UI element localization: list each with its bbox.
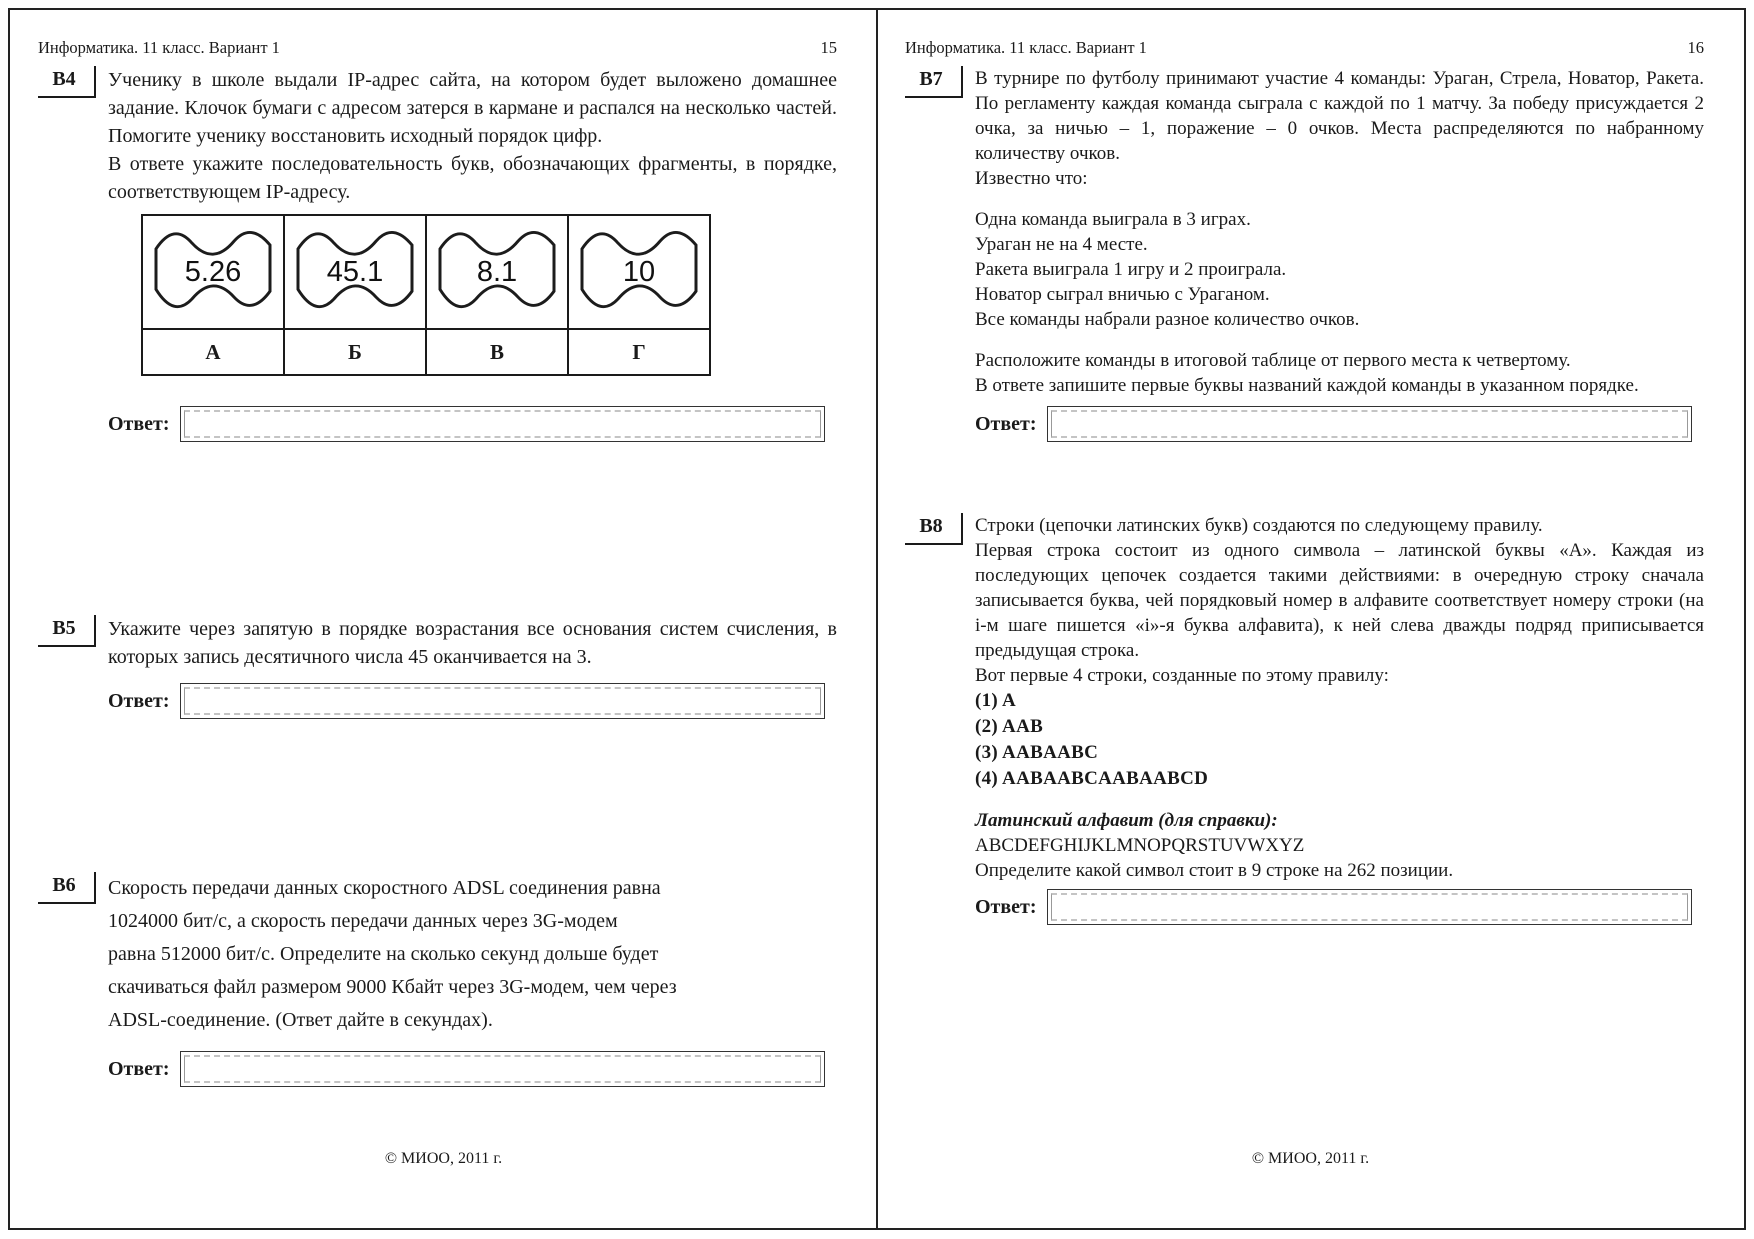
page-16 (877, 10, 1744, 1228)
fragment-cell-g (568, 215, 710, 329)
b4-answer-input[interactable] (180, 406, 825, 442)
b5-answer-value[interactable] (184, 687, 821, 715)
b4-paragraph-2: В ответе укажите последовательность букв, обозначающих фрагменты, в порядке, соответствующем IP-адресу. (108, 153, 837, 203)
b8-string-2: (2) AAB (975, 716, 1044, 737)
b7-known-intro: Известно что: (975, 168, 1088, 189)
b5-answer-label: Ответ: (108, 689, 170, 712)
b6-line-3: равна 512000 бит/с. Определите на сколько секунд дольше будет (108, 943, 659, 965)
page-15 (10, 10, 877, 1228)
fragment-value-b: 45.1 (326, 256, 384, 288)
b8-answer-input[interactable] (1047, 889, 1692, 925)
b8-answer-label: Ответ: (975, 895, 1037, 918)
question-b4 (38, 66, 837, 442)
question-b5 (38, 615, 837, 719)
question-label-gutter (38, 66, 108, 376)
b6-answer-label: Ответ: (108, 1057, 170, 1080)
fragment-letter-v: В (426, 329, 568, 375)
question-label-gutter (38, 615, 108, 671)
b4-answer-row (108, 406, 825, 442)
fragment-value-g: 10 (622, 256, 656, 288)
fragment-value-v: 8.1 (476, 256, 518, 288)
b8-answer-row (975, 889, 1692, 925)
b7-task-1: Расположите команды в итоговой таблице от первого места к четвертому. (975, 350, 1571, 371)
b7-task-2: В ответе запишите первые буквы названий каждой команды в указанном порядке. (975, 375, 1639, 396)
b6-line-5: ADSL-соединение. (Ответ дайте в секундах). (108, 1009, 493, 1031)
b8-string-4: (4) AABAABCAABAABCD (975, 768, 1209, 789)
b7-fact-3: Ракета выиграла 1 игру и 2 проиграла. (975, 259, 1287, 280)
b7-facts-list (975, 207, 1704, 332)
b4-answer-value[interactable] (184, 410, 821, 438)
question-label-b4: В4 (38, 66, 96, 98)
b5-text: Укажите через запятую в порядке возрастания все основания систем счисления, в которых запись десятичного числа 45 оканчивается на 3. (108, 618, 837, 668)
fragment-value-a: 5.26 (184, 256, 242, 288)
b8-alphabet-title: Латинский алфавит (для справки): (975, 810, 1278, 831)
b8-string-1: (1) A (975, 690, 1017, 711)
b8-examples-intro: Вот первые 4 строки, созданные по этому правилу: (975, 665, 1389, 686)
question-label-b7: В7 (905, 66, 963, 98)
b5-answer-input[interactable] (180, 683, 825, 719)
question-label-b8: В8 (905, 513, 963, 545)
b7-paragraph-1: В турнире по футболу принимают участие 4 команды: Ураган, Стрела, Новатор, Ракета. По регламенту каждая команда сыграла с каждой по 1 матчу. За победу присуждается 2 очка, за ничью – 1, поражение – 0 очков. Места распределяются по набранному количеству очков. (975, 68, 1704, 164)
b8-string-3: (3) AABAABC (975, 742, 1099, 763)
footer-copyright: © МИОО, 2011 г. (1251, 1150, 1370, 1167)
header-title: Информатика. 11 класс. Вариант 1 (38, 38, 280, 57)
fragment-cell-a (142, 215, 284, 329)
b7-answer-input[interactable] (1047, 406, 1692, 442)
page-header (38, 38, 837, 58)
b8-rule-line: Строки (цепочки латинских букв) создаются по следующему правилу. (975, 515, 1543, 536)
b8-description: Первая строка состоит из одного символа – латинской буквы «А». Каждая из последующих цепочек создается такими действиями: в очередную строку сначала записывается буква, чей порядковый номер в алфавите соответствует номеру строки (на i-м шаге пишется «i»-я буква алфавита), к ней слева дважды подряд приписывается предыдущая строка. (975, 540, 1704, 661)
b6-answer-value[interactable] (184, 1055, 821, 1083)
header-title: Информатика. 11 класс. Вариант 1 (905, 38, 1147, 57)
fragment-cell-b (284, 215, 426, 329)
b6-answer-row (108, 1051, 825, 1087)
b4-fragments-table (141, 214, 711, 376)
b7-answer-row (975, 406, 1692, 442)
footer-copyright: © МИОО, 2011 г. (384, 1150, 503, 1167)
b7-answer-value[interactable] (1051, 410, 1688, 438)
b4-paragraph-1: Ученику в школе выдали IP-адрес сайта, на котором будет выложено домашнее задание. Клочок бумаги с адресом затерся в кармане и распался на несколько частей. Помогите ученику восстановить исходный порядок цифр. (108, 69, 837, 147)
question-b6 (38, 872, 837, 1087)
fragment-cell-v (426, 215, 568, 329)
b4-answer-label: Ответ: (108, 412, 170, 435)
page-header (905, 38, 1704, 58)
b7-fact-1: Одна команда выиграла в 3 играх. (975, 209, 1251, 230)
b7-answer-label: Ответ: (975, 412, 1037, 435)
b8-alphabet: ABCDEFGHIJKLMNOPQRSTUVWXYZ (975, 835, 1305, 856)
question-b7 (905, 66, 1704, 442)
fragment-letter-g: Г (568, 329, 710, 375)
b6-answer-input[interactable] (180, 1051, 825, 1087)
question-label-gutter (38, 872, 108, 1037)
b8-question-line: Определите какой символ стоит в 9 строке на 262 позиции. (975, 860, 1454, 881)
b6-line-4: скачиваться файл размером 9000 Кбайт через 3G-модем, чем через (108, 976, 677, 998)
question-label-gutter (905, 513, 975, 883)
b8-answer-value[interactable] (1051, 893, 1688, 921)
page-number: 16 (1687, 38, 1704, 57)
b5-answer-row (108, 683, 825, 719)
b7-fact-2: Ураган не на 4 месте. (975, 234, 1148, 255)
b6-line-1: Скорость передачи данных скоростного ADSL соединения равна (108, 877, 661, 899)
b8-strings-list (975, 688, 1704, 792)
question-b8 (905, 513, 1704, 925)
page-number: 15 (820, 38, 837, 57)
b7-fact-4: Новатор сыграл вничью с Ураганом. (975, 284, 1270, 305)
question-label-gutter (905, 66, 975, 398)
b7-fact-5: Все команды набрали разное количество очков. (975, 309, 1360, 330)
b6-line-2: 1024000 бит/с, а скорость передачи данных через 3G-модем (108, 910, 618, 932)
question-label-b6: В6 (38, 872, 96, 904)
fragment-letter-b: Б (284, 329, 426, 375)
fragment-letter-a: А (142, 329, 284, 375)
question-label-b5: В5 (38, 615, 96, 647)
